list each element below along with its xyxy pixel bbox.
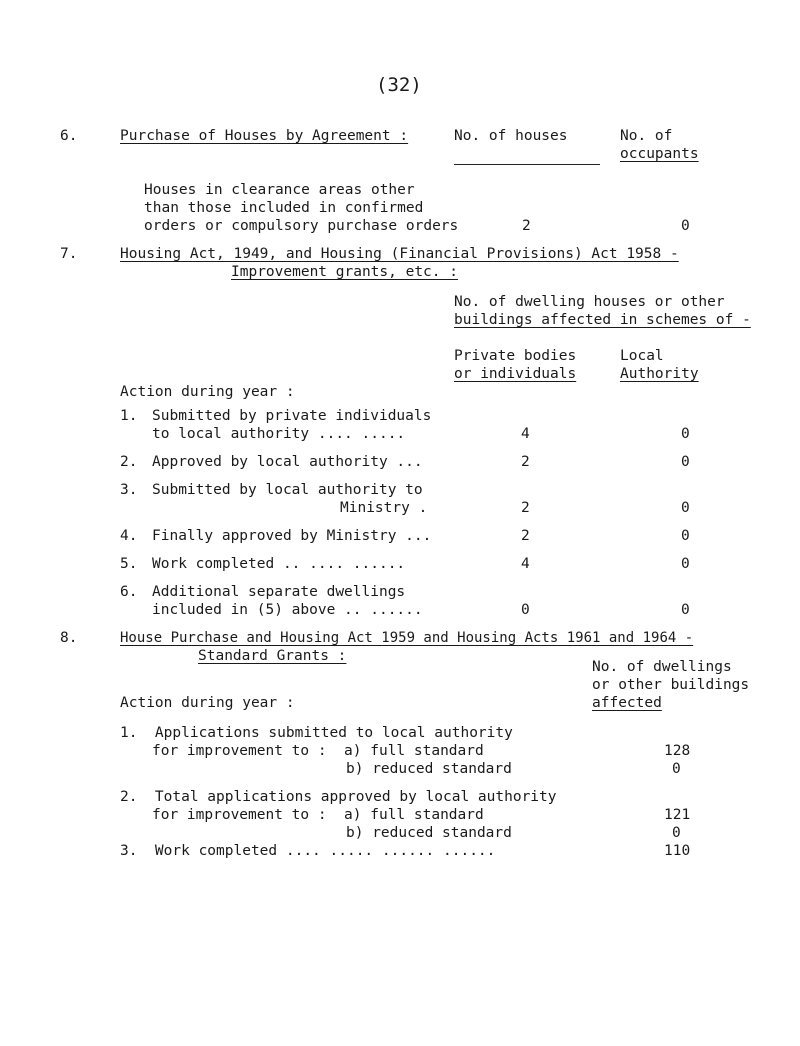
section-6-col-houses: No. of houses [454,128,568,144]
section-7-row-2-local: 0 [681,454,690,470]
section-6-title: Purchase of Houses by Agreement : [120,128,409,144]
section-6-desc-3: orders or compulsory purchase orders [144,218,459,234]
section-8-row-2-line-2: for improvement to : a) full standard [152,807,484,823]
section-7-row-5-local: 0 [681,556,690,572]
section-6-occupants-value: 0 [681,218,690,234]
section-7-row-5-private: 4 [521,556,530,572]
page-number: (32) [376,74,422,96]
section-8-row-1-reduced-value: 0 [672,761,681,777]
section-7-row-5-label-1: Work completed .. .... ...... [152,556,406,572]
section-7-head-2: buildings affected in schemes of - [454,312,751,328]
section-6-houses-rule [454,164,600,165]
section-7-title-1: Housing Act, 1949, and Housing (Financial Provisions) Act 1958 - [120,246,679,262]
section-7-row-3-local: 0 [681,500,690,516]
section-7-row-1-label-1: Submitted by private individuals [152,408,432,424]
section-7-row-6-local: 0 [681,602,690,618]
section-8-row-2-full-value: 121 [664,807,691,823]
section-7-row-6-private: 0 [521,602,530,618]
section-7-row-3-num: 3. [120,482,138,498]
section-8-row-2-line-3: b) reduced standard [346,825,512,841]
section-6-desc-1: Houses in clearance areas other [144,182,415,198]
section-7-row-2-private: 2 [521,454,530,470]
section-7-action-label: Action during year : [120,384,295,400]
section-7-row-1-label-2: to local authority .... ..... [152,426,406,442]
section-8-row-1-full-value: 128 [664,743,691,759]
section-8-col-3: affected [592,695,662,711]
section-8-row-1-line-2: for improvement to : a) full standard [152,743,484,759]
section-8-number: 8. [60,630,78,646]
section-7-row-2-label-1: Approved by local authority ... [152,454,423,470]
section-7-title-2: Improvement grants, etc. : [231,264,458,280]
section-8-row-3-value: 110 [664,843,691,859]
section-7-row-1-private: 4 [521,426,530,442]
section-8-row-3: 3. Work completed .... ..... ...... ...... [120,843,496,859]
section-8-col-1: No. of dwellings [592,659,732,675]
section-6-col-occupants-2: occupants [620,146,699,162]
section-8-title-2: Standard Grants : [198,648,347,664]
section-7-row-2-num: 2. [120,454,138,470]
section-7-row-3-private: 2 [521,500,530,516]
section-8-row-2-line-1: 2. Total applications approved by local authority [120,789,557,805]
section-7-number: 7. [60,246,78,262]
section-6-houses-value: 2 [522,218,531,234]
section-7-col-private-2: or individuals [454,366,577,382]
section-7-row-1-num: 1. [120,408,138,424]
section-7-row-3-label-2: Ministry . [340,500,428,516]
section-7-row-5-num: 5. [120,556,138,572]
section-7-row-4-local: 0 [681,528,690,544]
section-8-row-1-line-1: 1. Applications submitted to local authority [120,725,513,741]
section-7-row-4-num: 4. [120,528,138,544]
section-7-col-local-2: Authority [620,366,699,382]
section-8-title-1: House Purchase and Housing Act 1959 and Housing Acts 1961 and 1964 - [120,630,694,646]
section-6-desc-2: than those included in confirmed [144,200,424,216]
section-7-row-3-label-1: Submitted by local authority to [152,482,423,498]
section-6-number: 6. [60,128,78,144]
section-7-row-1-local: 0 [681,426,690,442]
section-7-head-1: No. of dwelling houses or other [454,294,725,310]
section-6-col-occupants-1: No. of [620,128,673,144]
section-7-row-6-label-1: Additional separate dwellings [152,584,406,600]
section-8-row-2-reduced-value: 0 [672,825,681,841]
section-7-row-4-private: 2 [521,528,530,544]
section-8-col-2: or other buildings [592,677,750,693]
section-7-col-local-1: Local [620,348,664,364]
section-7-row-6-label-2: included in (5) above .. ...... [152,602,423,618]
section-8-action-label: Action during year : [120,695,295,711]
section-8-row-1-line-3: b) reduced standard [346,761,512,777]
section-7-col-private-1: Private bodies [454,348,577,364]
section-7-row-4-label-1: Finally approved by Ministry ... [152,528,432,544]
section-7-row-6-num: 6. [120,584,138,600]
